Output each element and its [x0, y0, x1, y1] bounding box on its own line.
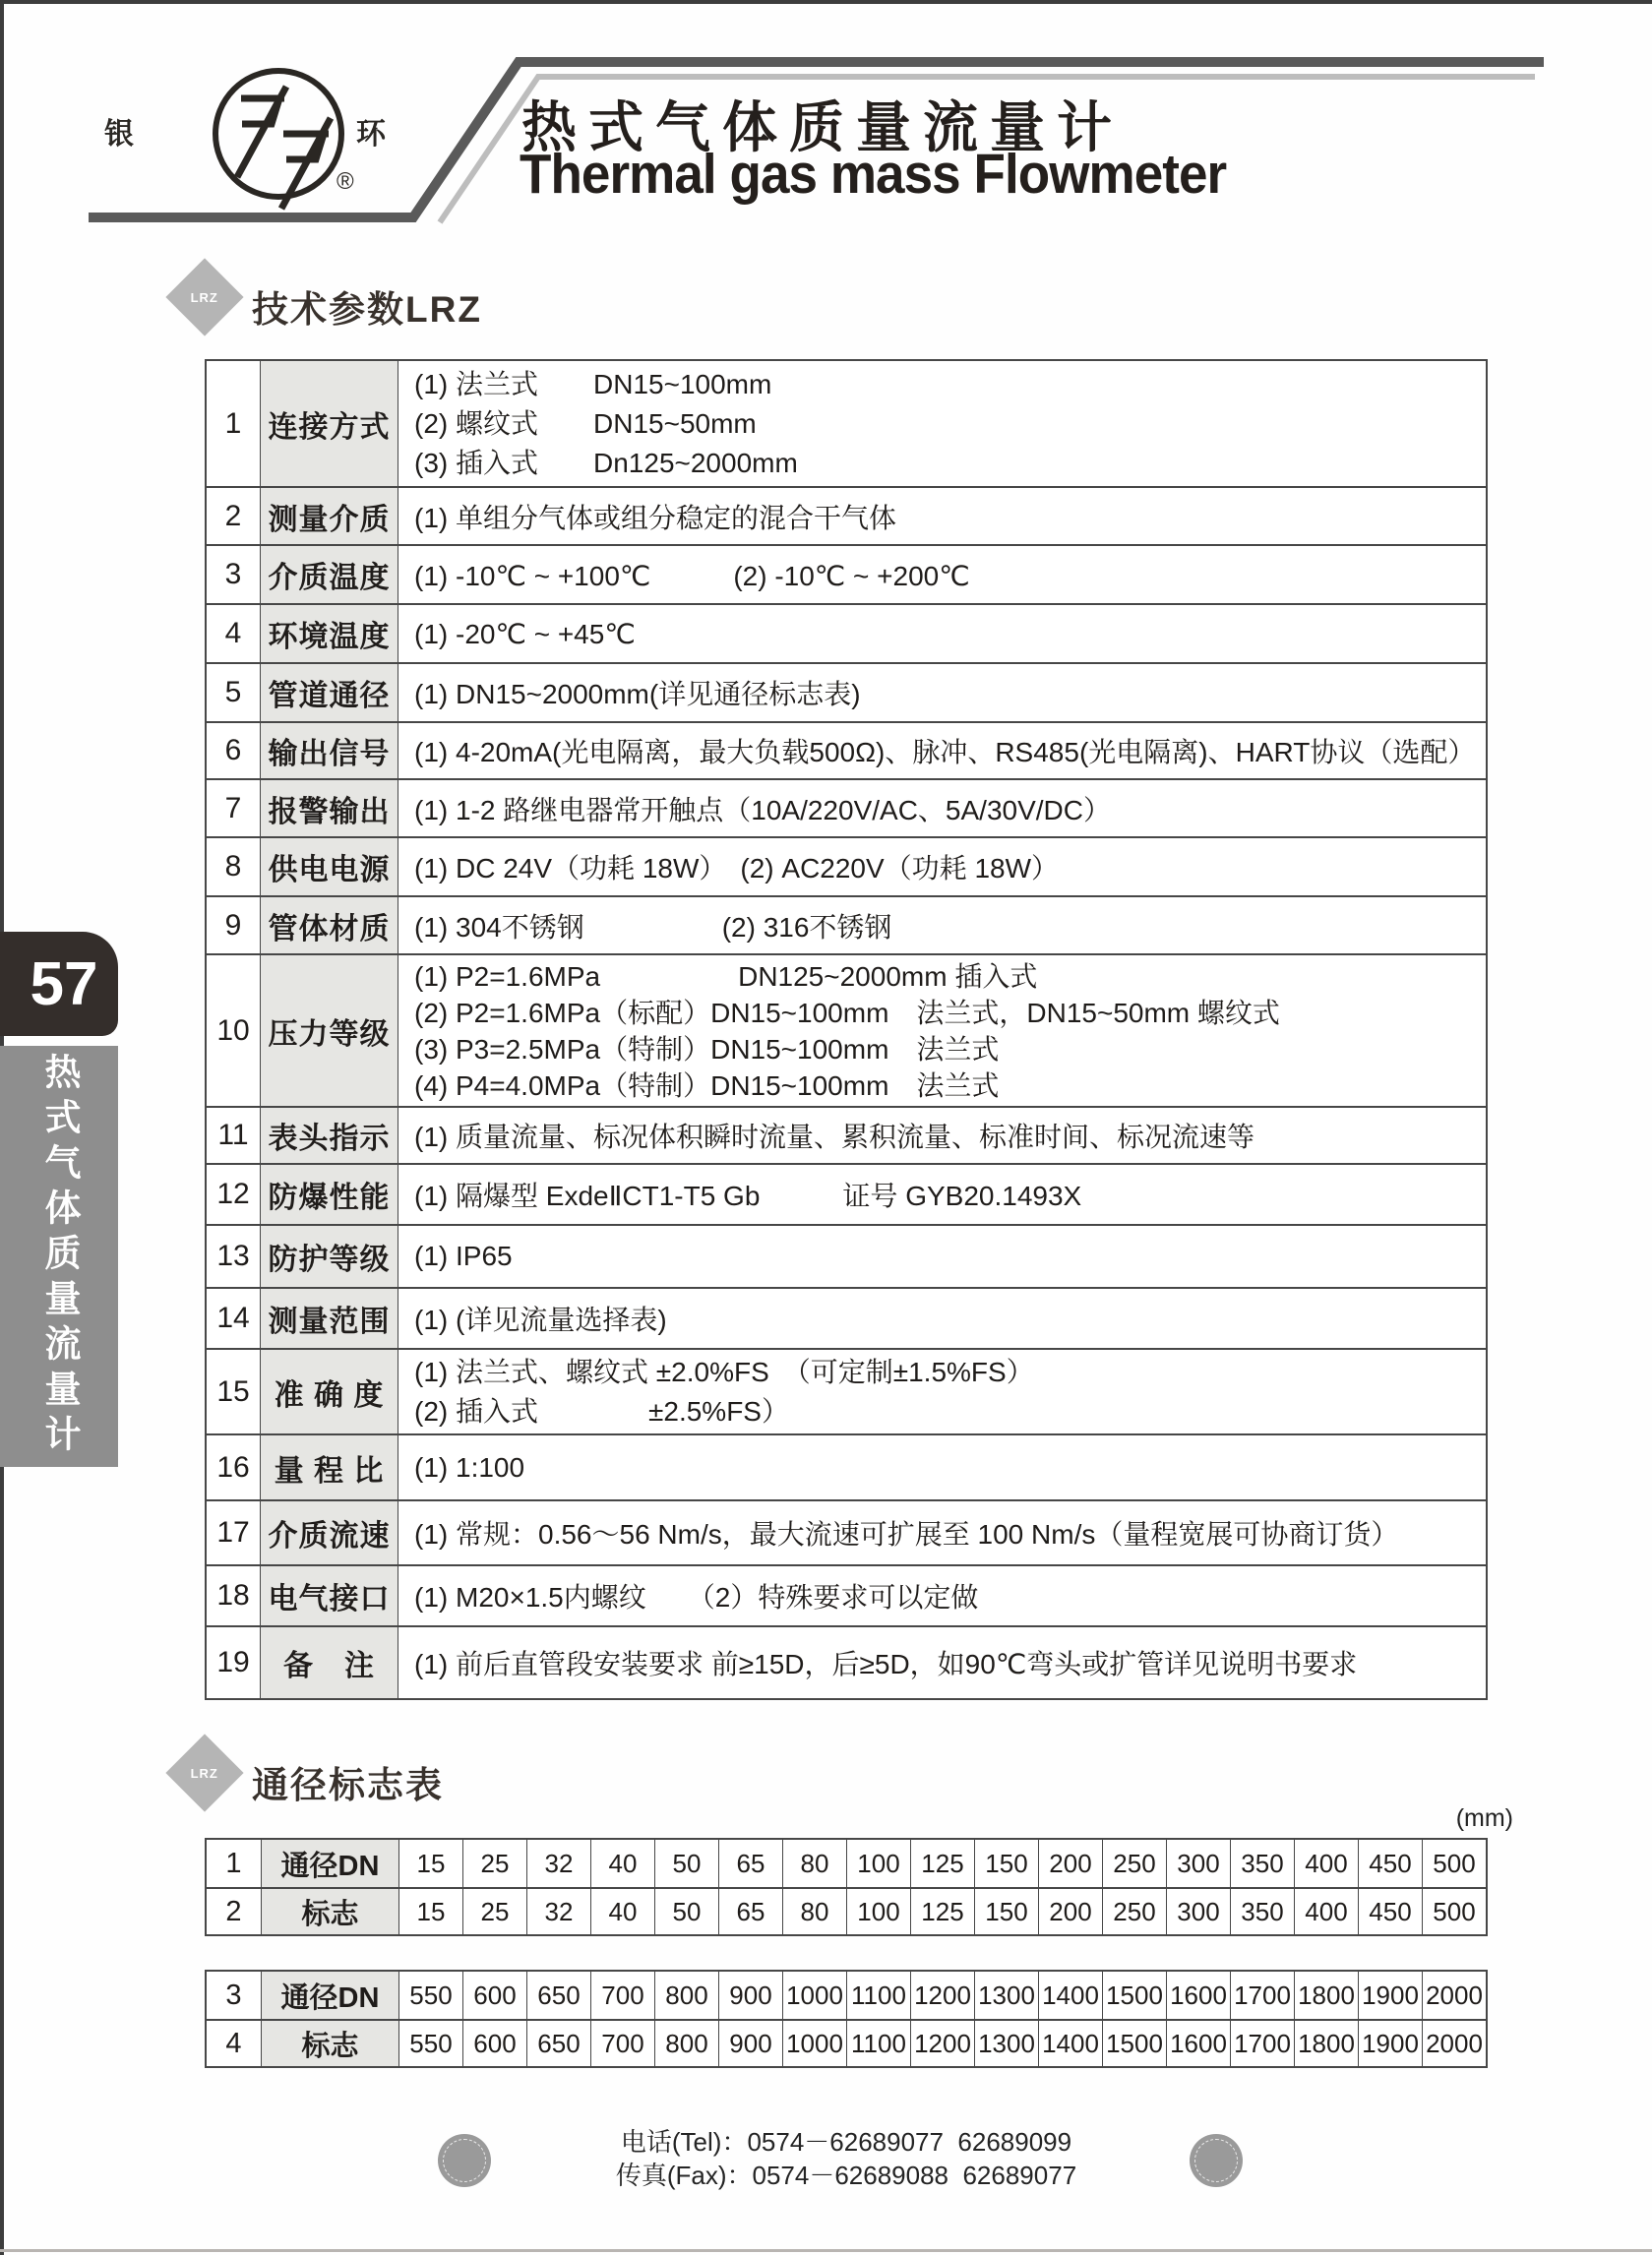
- dn-value: 125: [910, 1889, 974, 1934]
- row-content-line: (1) P2=1.6MPa DN125~2000mm 插入式: [414, 960, 1038, 992]
- row-content: [398, 1108, 1486, 1163]
- dn-value: 700: [590, 1972, 654, 2019]
- table-row: [207, 1287, 1486, 1348]
- row-label: 介质流速: [261, 1501, 398, 1564]
- table-row: [207, 953, 1486, 1106]
- row-content-line: (3) P3=2.5MPa（特制）DN15~100mm 法兰式: [414, 1033, 1000, 1065]
- table-row: [207, 1564, 1486, 1625]
- row-content-line: (1) 304不锈钢 (2) 316不锈钢: [414, 911, 892, 943]
- dn-value: 25: [462, 1840, 526, 1887]
- row-number: 8: [207, 838, 261, 895]
- footer-fax: 传真(Fax)：0574－62689088 62689077: [615, 2161, 1077, 2190]
- dn-value: 1400: [1038, 1972, 1102, 2019]
- table-row: [207, 1433, 1486, 1499]
- row-content-line: (3) 插入式 Dn125~2000mm: [414, 447, 798, 478]
- page-border-bottom: [0, 2249, 1652, 2252]
- row-content: [398, 838, 1486, 895]
- dn-value: 1600: [1166, 1972, 1230, 2019]
- row-number: 14: [207, 1289, 261, 1348]
- row-content-line: (1) 1:100: [414, 1451, 525, 1483]
- dn-value: 15: [398, 1840, 462, 1887]
- dn-value: 1600: [1166, 2021, 1230, 2066]
- row-label: 报警输出: [261, 780, 398, 836]
- badge-label: LRZ: [190, 1765, 219, 1781]
- row-content-line: (1) -20℃ ~ +45℃: [414, 618, 636, 649]
- row-content: [398, 1289, 1486, 1348]
- row-content-line: (2) P2=1.6MPa（标配）DN15~100mm 法兰式，DN15~50mm 螺纹式: [414, 997, 1280, 1028]
- dn-value: 100: [846, 1889, 910, 1934]
- row-number: 1: [225, 1847, 242, 1879]
- row-content-line: (1) (详见流量选择表): [414, 1305, 667, 1335]
- row-label: 表头指示: [261, 1108, 398, 1163]
- footer-left-dot-icon: [438, 2134, 491, 2187]
- dn-value: 65: [718, 1840, 782, 1887]
- table-row: [207, 895, 1486, 953]
- page-number-tab: 57: [0, 932, 118, 1036]
- table-row: [207, 721, 1486, 778]
- table-row: [207, 486, 1486, 544]
- row-content-line: (4) P4=4.0MPa（特制）DN15~100mm 法兰式: [414, 1069, 1000, 1101]
- section-title-tech-params: 技术参数LRZ: [252, 289, 482, 330]
- row-number: 13: [207, 1226, 261, 1287]
- dn-value: 80: [782, 1889, 846, 1934]
- dn-value: 1100: [846, 2021, 910, 2066]
- row-content-line: (1) DN15~2000mm(详见通径标志表): [414, 679, 861, 709]
- badge-label: LRZ: [190, 289, 219, 305]
- row-number: 3: [207, 546, 261, 603]
- dn-value: 150: [974, 1840, 1038, 1887]
- row-label: 管道通径: [261, 664, 398, 721]
- dn-value: 25: [462, 1889, 526, 1934]
- dn-value: 1900: [1358, 2021, 1422, 2066]
- row-number: 3: [225, 1979, 242, 2011]
- row-label: 压力等级: [261, 955, 398, 1106]
- row-number: 4: [225, 2027, 242, 2059]
- row-number: 12: [207, 1165, 261, 1224]
- dn-value: 500: [1422, 1889, 1486, 1934]
- sidebar-vertical-title: 热式气体质量流量计: [0, 1046, 118, 1467]
- footer-contact: [492, 2125, 1200, 2192]
- row-number: 10: [207, 955, 261, 1106]
- dn-value: 200: [1038, 1840, 1102, 1887]
- row-content-line: (1) 隔爆型 ExdeⅡCT1-T5 Gb 证号 GYB20.1493X: [414, 1181, 1082, 1211]
- row-number: 2: [225, 1895, 242, 1927]
- row-number: 17: [207, 1501, 261, 1564]
- row-content-line: (1) 1-2 路继电器常开触点（10A/220V/AC、5A/30V/DC）: [414, 794, 1111, 825]
- dn-value: 350: [1230, 1840, 1294, 1887]
- row-label: 防爆性能: [261, 1165, 398, 1224]
- row-number: 15: [207, 1350, 261, 1433]
- row-content: [398, 897, 1486, 953]
- logo-right-char: 环: [356, 118, 386, 151]
- row-label: 标志: [261, 1889, 398, 1934]
- dn-value: 550: [398, 1972, 462, 2019]
- row-label: 电气接口: [261, 1566, 398, 1625]
- row-content-line: (1) 4-20mA(光电隔离，最大负载500Ω)、脉冲、RS485(光电隔离)、HART协议（选配）: [414, 737, 1476, 767]
- row-content: [398, 361, 1486, 486]
- dn-table-row: [207, 1840, 1486, 1887]
- dn-table-row: [207, 1887, 1486, 1934]
- logo-left-char: 银: [104, 118, 134, 151]
- table-row: [207, 603, 1486, 662]
- dn-value: 1200: [910, 1972, 974, 2019]
- dn-value: 650: [526, 1972, 590, 2019]
- row-number: 16: [207, 1435, 261, 1499]
- row-content: [398, 1627, 1486, 1698]
- row-label: 连接方式: [261, 361, 398, 486]
- row-number: 19: [207, 1627, 261, 1698]
- dn-value: 450: [1358, 1840, 1422, 1887]
- row-content: [398, 1226, 1486, 1287]
- row-label: 通径DN: [261, 1840, 398, 1887]
- row-number: 11: [207, 1108, 261, 1163]
- dn-value: 1000: [782, 2021, 846, 2066]
- unit-label-mm: (mm): [1455, 1804, 1513, 1832]
- dn-value: 1700: [1230, 1972, 1294, 2019]
- footer-tel: 电话(Tel)：0574－62689077 62689099: [620, 2127, 1072, 2157]
- row-content-line: (1) -10℃ ~ +100℃ (2) -10℃ ~ +200℃: [414, 561, 970, 591]
- row-content-line: (1) 质量流量、标况体积瞬时流量、累积流量、标准时间、标况流速等: [414, 1122, 1255, 1152]
- row-content: [398, 1435, 1486, 1499]
- table-row: [207, 1348, 1486, 1433]
- row-content: [398, 780, 1486, 836]
- row-content: [398, 955, 1486, 1106]
- dn-value: 300: [1166, 1889, 1230, 1934]
- dn-value: 1700: [1230, 2021, 1294, 2066]
- row-number: 2: [207, 488, 261, 544]
- row-label: 量 程 比: [261, 1435, 398, 1499]
- table-row: [207, 1106, 1486, 1163]
- row-content-line: (1) IP65: [414, 1241, 513, 1271]
- page-title-cn: 热式气体质量流量计: [521, 96, 1124, 158]
- dn-value: 450: [1358, 1889, 1422, 1934]
- row-number: 7: [207, 780, 261, 836]
- dn-value: 1300: [974, 1972, 1038, 2019]
- table-row: [207, 361, 1486, 486]
- dn-value: 1400: [1038, 2021, 1102, 2066]
- dn-value: 32: [526, 1840, 590, 1887]
- dn-value: 700: [590, 2021, 654, 2066]
- table-row: [207, 836, 1486, 895]
- row-content-line: (2) 螺纹式 DN15~50mm: [414, 407, 757, 439]
- dn-value: 1500: [1102, 2021, 1166, 2066]
- registered-mark: ®: [337, 168, 354, 195]
- dn-value: 2000: [1422, 1972, 1486, 2019]
- dn-value: 32: [526, 1889, 590, 1934]
- lrz-diamond-badge: [165, 258, 243, 335]
- row-content: [398, 488, 1486, 544]
- row-label: 环境温度: [261, 605, 398, 662]
- row-number: 6: [207, 723, 261, 778]
- row-content-line: (1) 法兰式 DN15~100mm: [414, 368, 772, 399]
- row-number: 4: [207, 605, 261, 662]
- row-content-line: (1) DC 24V（功耗 18W） (2) AC220V（功耗 18W）: [414, 853, 1060, 884]
- table-row: [207, 1163, 1486, 1224]
- dn-value: 1800: [1294, 2021, 1358, 2066]
- row-label: 供电电源: [261, 838, 398, 895]
- brand-logo: [89, 39, 423, 226]
- dn-value: 250: [1102, 1889, 1166, 1934]
- dn-value: 65: [718, 1889, 782, 1934]
- dn-value: 1800: [1294, 1972, 1358, 2019]
- table-row: [207, 1499, 1486, 1564]
- dn-value: 1900: [1358, 1972, 1422, 2019]
- table-row: [207, 662, 1486, 721]
- dn-value: 500: [1422, 1840, 1486, 1887]
- row-number: 5: [207, 664, 261, 721]
- dn-value: 600: [462, 2021, 526, 2066]
- row-label: 介质温度: [261, 546, 398, 603]
- row-content: [398, 605, 1486, 662]
- row-label: 管体材质: [261, 897, 398, 953]
- dn-value: 900: [718, 1972, 782, 2019]
- row-label: 准 确 度: [261, 1350, 398, 1433]
- tech-params-table: [205, 359, 1488, 1700]
- table-row: [207, 778, 1486, 836]
- dn-value: 50: [654, 1840, 718, 1887]
- dn-value: 800: [654, 2021, 718, 2066]
- row-content: [398, 664, 1486, 721]
- dn-value: 650: [526, 2021, 590, 2066]
- row-content: [398, 723, 1486, 778]
- dn-table-row: [207, 1972, 1486, 2019]
- row-label: 防护等级: [261, 1226, 398, 1287]
- row-label: 标志: [261, 2021, 398, 2066]
- section-title-dn-table: 通径标志表: [252, 1765, 444, 1805]
- row-number: 1: [207, 361, 261, 486]
- row-number: 18: [207, 1566, 261, 1625]
- row-number: 9: [207, 897, 261, 953]
- dn-table-row: [207, 2019, 1486, 2066]
- row-content-line: (1) 单组分气体或组分稳定的混合干气体: [414, 502, 897, 533]
- dn-value: 40: [590, 1840, 654, 1887]
- lrz-diamond-badge: [165, 1734, 243, 1811]
- dn-value: 100: [846, 1840, 910, 1887]
- row-content: [398, 1566, 1486, 1625]
- dn-value: 150: [974, 1889, 1038, 1934]
- dn-value: 50: [654, 1889, 718, 1934]
- dn-value: 125: [910, 1840, 974, 1887]
- dn-value: 800: [654, 1972, 718, 2019]
- page-title-en: Thermal gas mass Flowmeter: [520, 143, 1227, 206]
- dn-marking-table-1: [205, 1838, 1488, 1936]
- row-content: [398, 1350, 1486, 1433]
- dn-value: 1000: [782, 1972, 846, 2019]
- row-content: [398, 1165, 1486, 1224]
- dn-value: 80: [782, 1840, 846, 1887]
- dn-value: 15: [398, 1889, 462, 1934]
- table-row: [207, 1625, 1486, 1698]
- dn-value: 350: [1230, 1889, 1294, 1934]
- dn-value: 400: [1294, 1889, 1358, 1934]
- row-label: 通径DN: [261, 1972, 398, 2019]
- row-content: [398, 1501, 1486, 1564]
- row-content-line: (1) M20×1.5内螺纹 （2）特殊要求可以定做: [414, 1582, 979, 1613]
- dn-value: 1200: [910, 2021, 974, 2066]
- row-label: 备 注: [261, 1627, 398, 1698]
- dn-value: 1100: [846, 1972, 910, 2019]
- dn-value: 900: [718, 2021, 782, 2066]
- dn-value: 1300: [974, 2021, 1038, 2066]
- row-content: [398, 546, 1486, 603]
- dn-value: 300: [1166, 1840, 1230, 1887]
- row-label: 测量介质: [261, 488, 398, 544]
- row-label: 输出信号: [261, 723, 398, 778]
- dn-value: 400: [1294, 1840, 1358, 1887]
- dn-value: 550: [398, 2021, 462, 2066]
- dn-value: 600: [462, 1972, 526, 2019]
- dn-value: 200: [1038, 1889, 1102, 1934]
- dn-marking-table-2: [205, 1970, 1488, 2068]
- dn-value: 40: [590, 1889, 654, 1934]
- dn-value: 1500: [1102, 1972, 1166, 2019]
- row-content-line: (2) 插入式 ±2.5%FS）: [414, 1395, 789, 1427]
- row-content-line: (1) 常规：0.56～56 Nm/s，最大流速可扩展至 100 Nm/s（量程宽展可协商订货）: [414, 1519, 1399, 1550]
- row-content-line: (1) 法兰式、螺纹式 ±2.0%FS （可定制±1.5%FS）: [414, 1356, 1034, 1387]
- dn-value: 2000: [1422, 2021, 1486, 2066]
- table-row: [207, 1224, 1486, 1287]
- dn-value: 250: [1102, 1840, 1166, 1887]
- table-row: [207, 544, 1486, 603]
- row-content-line: (1) 前后直管段安装要求 前≥15D，后≥5D，如90℃弯头或扩管详见说明书要求: [414, 1649, 1358, 1679]
- row-label: 测量范围: [261, 1289, 398, 1348]
